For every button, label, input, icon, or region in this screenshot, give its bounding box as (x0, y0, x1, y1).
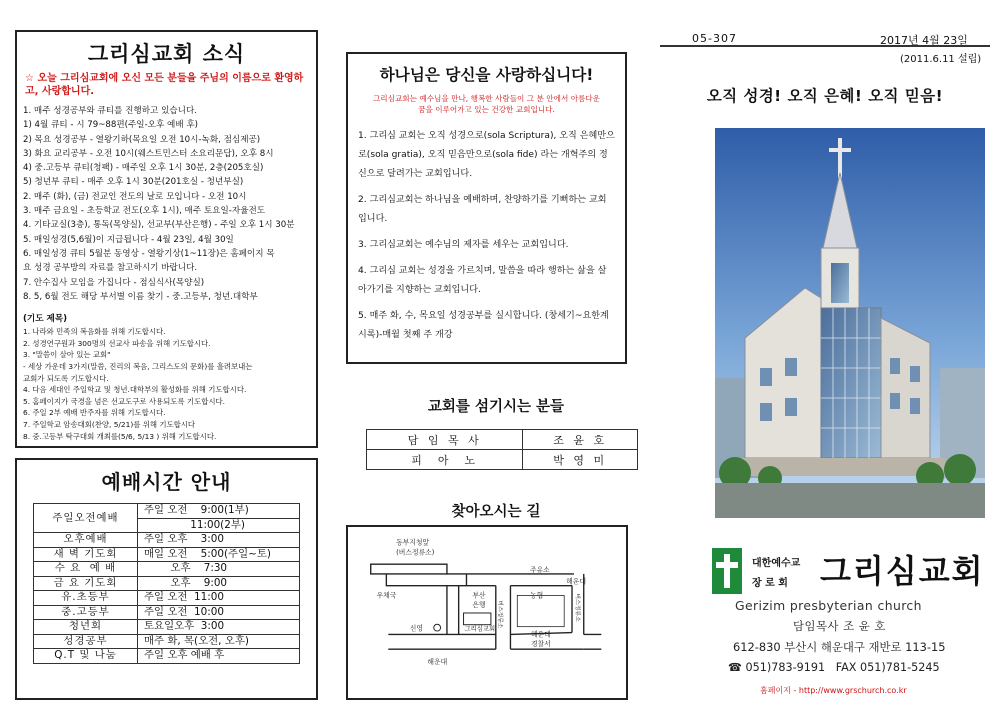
church-vision-panel (346, 52, 627, 364)
table-row (34, 649, 300, 664)
subway-icon (434, 624, 441, 631)
service-time: 오후 7:30 (138, 562, 300, 577)
service-time: 주일 오후 3:00 (138, 533, 300, 548)
news-item: 7. 안수집사 모임을 가집니다 - 점심식사(목양실) (23, 277, 205, 288)
map-label: 신영 (409, 624, 424, 633)
prayer-item: 3. "말씀이 살아 있는 교회" (23, 350, 111, 360)
vision-subtitle (358, 93, 615, 115)
table-row (367, 430, 638, 450)
senior-pastor: 담임목사 조 윤 호 (793, 619, 886, 633)
news-item: 3. 매주 금요일 - 초등학교 전도(오후 1시), 매주 토요일-자율전도 (23, 206, 266, 217)
vision-point: 4. 그리심 교회는 성경을 가르치며, 말씀을 따라 행하는 삶을 살아가기를 지향하는 교회입니다. (358, 266, 607, 295)
news-item: 6. 매일성경 큐티 5월분 동영상 - 열왕기상(1~11장)은 홈페이지 목 (23, 248, 275, 259)
prayer-item: 7. 주일학교 암송대회(찬양, 5/21)를 위해 기도합시다 (23, 419, 196, 429)
bulletin-date: 2017년 4월 23일 (880, 34, 968, 47)
table-row (34, 562, 300, 577)
homepage-link[interactable]: 홈페이지 - http://www.grschurch.co.kr (760, 686, 907, 695)
church-marker (464, 613, 491, 625)
news-item: 3) 화요 교리공부 - 오전 10시(웨스트민스터 소요리문답), 오후 8시 (23, 148, 274, 159)
vision-subtitle-line: 꿈을 이루어가고 있는 건강한 교회입니다. (418, 105, 555, 114)
contact-numbers: ☎ 051)783-9191 FAX 051)781-5245 (728, 661, 940, 674)
map-label: 해운대 (566, 577, 586, 586)
news-item: 1. 매주 성경공부와 큐티를 진행하고 있습니다. (23, 106, 198, 116)
service-name: Q.T 및 나눔 (34, 649, 138, 664)
service-time: 토요일오후 3:00 (138, 620, 300, 635)
service-time: 주일 오후 예배 후 (138, 649, 300, 664)
service-name: 수 요 예 배 (34, 562, 138, 577)
servants-table (366, 429, 638, 470)
map-label: 동부지청앞 (396, 538, 430, 547)
servant-role: 피 아 노 (367, 450, 523, 470)
service-time: 매일 오전 5:00(주일~토) (138, 547, 300, 562)
service-name: 청년회 (34, 620, 138, 635)
denomination-line: 장 로 회 (752, 578, 788, 589)
church-address: 612-830 부산시 해운대구 재반로 113-15 (733, 640, 946, 654)
prayer-item: 5. 홈페이지가 국경을 넘은 선교도구로 사용되도록 기도합시다. (23, 396, 225, 406)
map-label: 경찰서 (530, 640, 551, 649)
table-row (367, 450, 638, 470)
directions-title: 찾아오시는 길 (451, 504, 541, 520)
prayer-item: 8. 중.고등부 탁구대회 개최를(5/6, 5/13 ) 위해 기도합시다. (23, 431, 217, 441)
church-building-illustration (715, 128, 985, 518)
news-item: 5) 청년부 큐티 - 매주 오후 1시 30분(201호실 - 청년부실) (23, 177, 244, 188)
prayer-heading: (기도 제목) (23, 314, 68, 325)
map-label: (버스정류소) (396, 548, 435, 557)
header-divider (660, 45, 990, 47)
vision-title: 하나님은 당신을 사랑하십니다! (379, 66, 594, 84)
service-name: 중.고등부 (34, 605, 138, 620)
service-name: 유.초등부 (34, 591, 138, 606)
prayer-item: 4. 다음 세대인 주일학교 및 청년.대학부의 활성화를 위해 기도합시다. (23, 385, 247, 395)
church-logo-icon (712, 548, 742, 594)
service-time: 11:00(2부) (138, 518, 300, 533)
service-time: 오후 9:00 (138, 576, 300, 591)
prayer-item: 교회가 되도록 기도합시다. (23, 373, 109, 383)
service-time: 주일 오전 11:00 (138, 591, 300, 606)
service-name: 주일오전예배 (34, 504, 138, 533)
worship-schedule-panel (15, 458, 318, 700)
service-time: 주일 오전 10:00 (138, 605, 300, 620)
map-label: 버스정류소 (573, 593, 580, 622)
table-row (34, 634, 300, 649)
welcome-message: ☆ 오늘 그리심교회에 오신 모든 분들을 주님의 이름으로 환영하고, 사랑합니다. (25, 73, 304, 97)
prayer-item: - 세상 가운데 3가지(말씀, 진리의 복음, 그리스도의 문화)를 흘려보내는 (23, 361, 253, 371)
map-label: 은행 (472, 601, 486, 610)
servants-title: 교회를 섬기시는 분들 (427, 399, 565, 415)
table-row (34, 591, 300, 606)
servant-role: 담 임 목 사 (367, 430, 523, 450)
map-label: 우체국 (376, 591, 397, 600)
vision-point: 5. 매주 화, 수, 목요일 성경공부를 실시합니다. (창세기~요한계시록)-매월 첫째 주 개강 (358, 311, 609, 340)
worship-title: 예배시간 안내 (101, 470, 232, 494)
table-row (34, 533, 300, 548)
service-time: 주일 오전 9:00(1부) (138, 504, 300, 519)
news-item: 2) 목요 성경공부 - 열왕기하(목요일 오전 10시-녹화, 점심제공) (23, 134, 261, 145)
motto: 오직 성경! 오직 은혜! 오직 믿음! (706, 87, 944, 105)
denomination (752, 554, 800, 594)
table-row (34, 504, 300, 519)
vision-point: 3. 그리심교회는 예수님의 제자를 세우는 교회입니다. (358, 240, 569, 250)
table-row (34, 547, 300, 562)
service-name: 성경공부 (34, 634, 138, 649)
map-label: 그리심교회 (464, 625, 496, 633)
news-item: 8. 5, 6월 전도 해당 부서별 이름 찾기 - 중.고등부, 청년.대학부 (23, 291, 258, 302)
servant-name: 박 영 미 (523, 450, 638, 470)
worship-table (33, 503, 300, 664)
servant-name: 조 윤 호 (523, 430, 638, 450)
table-row (34, 620, 300, 635)
vision-subtitle-line: 그리심교회는 예수님을 만나, 행복한 사람들이 그 분 안에서 아름다운 (372, 94, 601, 103)
news-item: 1) 4월 큐티 - 시 79~88편(주일-오후 예배 후) (23, 120, 199, 131)
map-label: 해운대 (530, 630, 551, 639)
vision-point: 2. 그리심교회는 하나님을 예배하며, 찬양하기를 기뻐하는 교회입니다. (358, 195, 607, 224)
prayer-item: 6. 주일 2부 예배 반주자를 위해 기도합시다. (23, 408, 166, 418)
news-item: 5. 매일성경(5,6월)이 지급됩니다 - 4월 23일, 4월 30일 (23, 234, 234, 245)
service-time: 매주 화, 목(오전, 오후) (138, 634, 300, 649)
map-label: 버스정류소 (496, 600, 503, 629)
vision-point: 1. 그리심 교회는 오직 성경으로(sola Scriptura), 오직 은혜만으로(sola gratia), 오직 믿음만으로(sola fide) 라는 개혁주의 정신으로 달려가는 교회입니다. (358, 131, 615, 179)
service-name: 새 벽 기도회 (34, 547, 138, 562)
church-news-panel (15, 30, 318, 448)
news-item: 요 성경 공부방의 자료를 참고하시기 바랍니다. (23, 263, 198, 274)
news-title: 그리심교회 소식 (87, 42, 246, 66)
church-english-name: Gerizim presbyterian church (735, 598, 922, 613)
prayer-item: 1. 나라와 민족의 복음화를 위해 기도합시다. (23, 327, 166, 337)
map-label: 농협 (529, 591, 544, 600)
map-label: 해운대 (427, 657, 448, 666)
bulletin-number: 05-307 (692, 32, 737, 45)
table-row (34, 576, 300, 591)
established-date: (2011.6.11 설립) (900, 54, 982, 65)
table-row (34, 605, 300, 620)
denomination-line: 대한예수교 (752, 558, 801, 569)
news-item: 4) 중.고등부 큐티(청팩) - 매주일 오후 1시 30분, 2층(205호실) (23, 163, 264, 174)
church-name: 그리심교회 (820, 552, 985, 590)
map-label: 부산 (472, 591, 486, 600)
block (517, 595, 564, 626)
directions-map (346, 525, 628, 700)
service-name: 오후예배 (34, 533, 138, 548)
map-label: 주유소 (529, 565, 550, 574)
vision-points (358, 127, 615, 345)
news-item: 4. 기타교실(3층), 통독(목양실), 선교부(부산은행) - 주일 오후 1시 30분 (23, 220, 295, 231)
news-item: 2. 매주 (화), (금) 전교인 전도의 날로 모입니다 - 오전 10시 (23, 191, 247, 202)
service-name: 금 요 기도회 (34, 576, 138, 591)
news-list (23, 104, 310, 304)
prayer-item: 2. 성경연구원과 300명의 선교사 파송을 위해 기도합시다. (23, 338, 211, 348)
prayer-list (23, 326, 310, 442)
